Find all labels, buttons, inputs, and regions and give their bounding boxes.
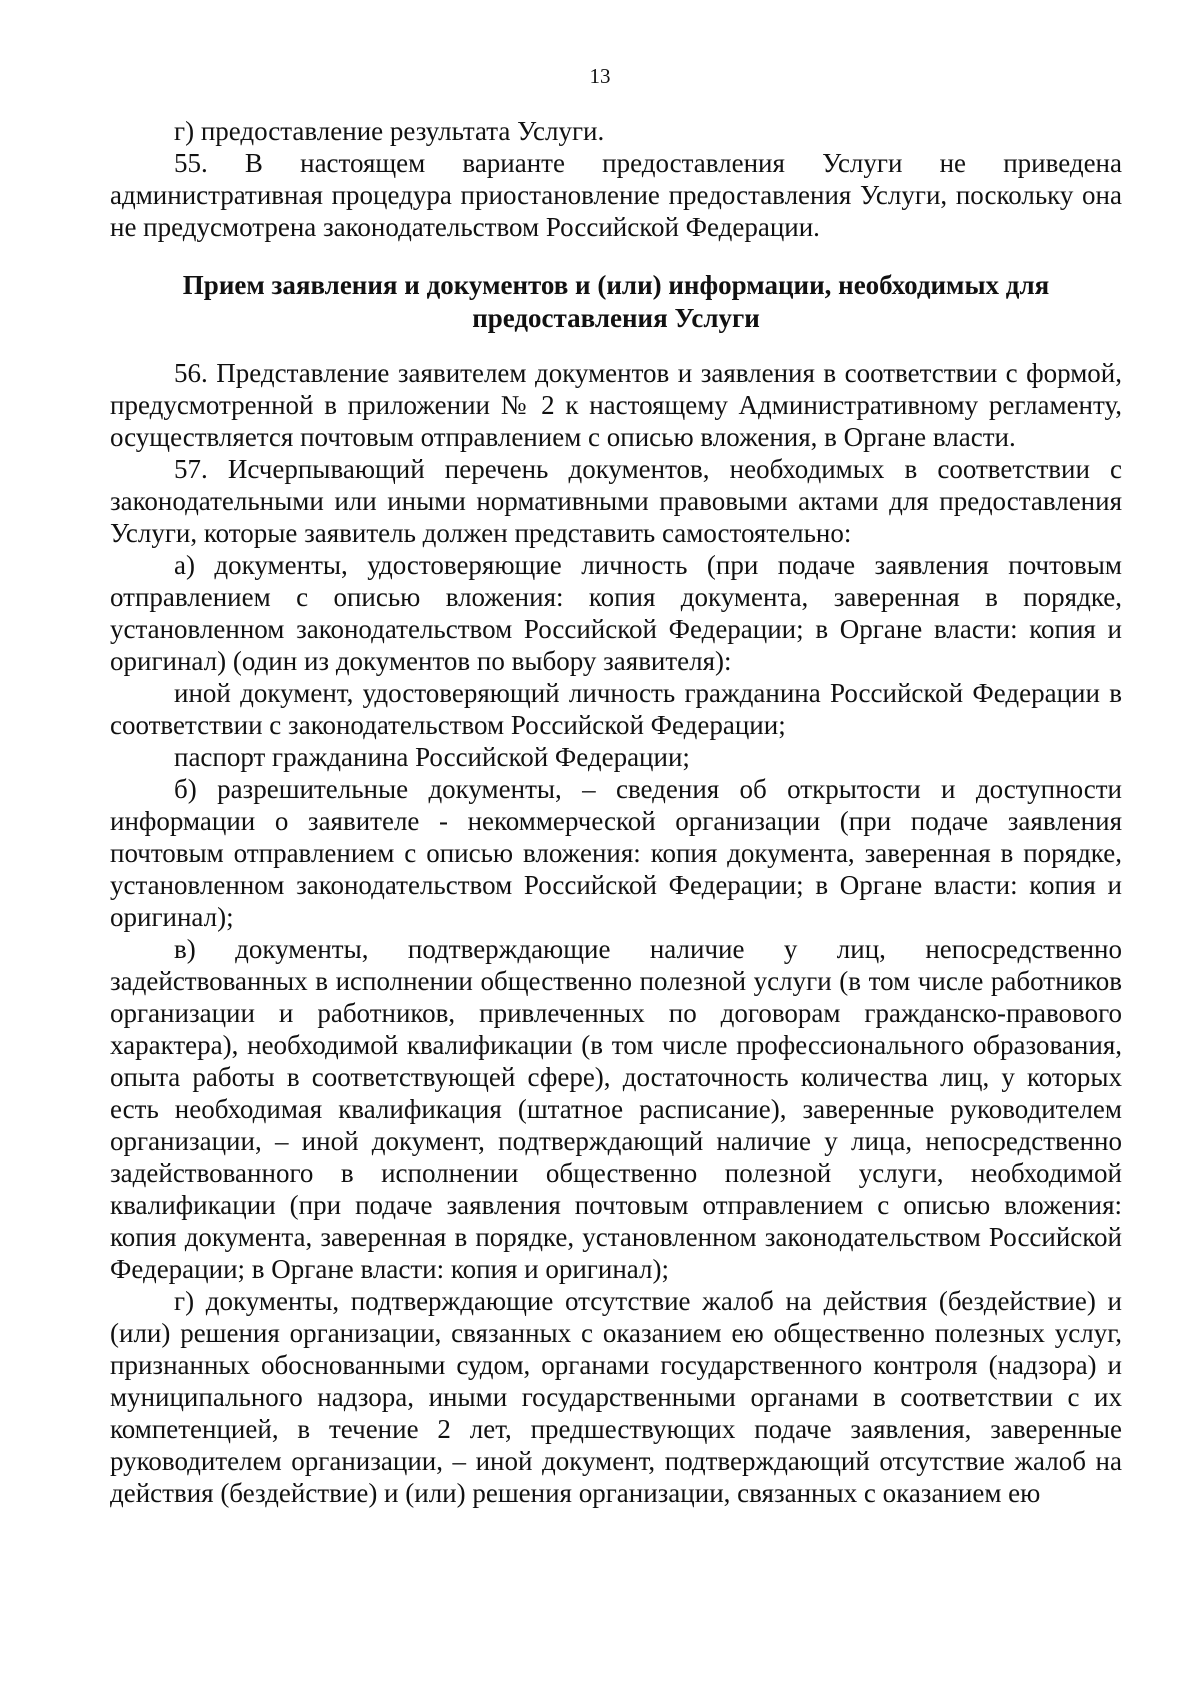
document-body	[110, 115, 1122, 1509]
paragraph-item-v: в) документы, подтверждающие наличие у лиц, непосредственно задействованных в исполнении общественно полезной услуги (в том числе работников организации и работников, привлеченных по договорам гражданско-правового характера), необходимой квалификации (в том числе профессионального образования, опыта работы в соответствующей сфере), достаточность количества лиц, у которых есть необходимая квалификация (штатное расписание), заверенные руководителем организации, – иной документ, подтверждающий наличие у лица, непосредственно задействованного в исполнении общественно полезной услуги, необходимой квалификации (при подаче заявления почтовым отправлением с описью вложения: копия документа, заверенная в порядке, установленном законодательством Российской Федерации; в Органе власти: копия и оригинал);	[110, 934, 1122, 1284]
paragraph-item-b: б) разрешительные документы, – сведения об открытости и доступности информации о заявителе - некоммерческой организации (при подаче заявления почтовым отправлением с описью вложения: копия документа, заверенная в порядке, установленном законодательством Российской Федерации; в Органе власти: копия и оригинал);	[110, 774, 1122, 932]
paragraph-item-a: а) документы, удостоверяющие личность (при подаче заявления почтовым отправлением с описью вложения: копия документа, заверенная в порядке, установленном законодательством Российской Федерации; в Органе власти: копия и оригинал) (один из документов по выбору заявителя):	[110, 550, 1122, 676]
paragraph-other-identity-document: иной документ, удостоверяющий личность гражданина Российской Федерации в соответствии с законодательством Российской Федерации;	[110, 678, 1122, 740]
page-number: 13	[589, 64, 611, 88]
paragraph-item-g: г) предоставление результата Услуги.	[174, 116, 605, 146]
paragraph-55: 55. В настоящем варианте предоставления Услуги не приведена административная процедура приостановление предоставления Услуги, поскольку она не предусмотрена законодательством Российской Федерации.	[110, 148, 1122, 242]
paragraph-56: 56. Представление заявителем документов и заявления в соответствии с формой, предусмотренной в приложении № 2 к настоящему Административному регламенту, осуществляется почтовым отправлением с описью вложения, в Органе власти.	[110, 358, 1122, 452]
paragraph-item-g-complaints: г) документы, подтверждающие отсутствие жалоб на действия (бездействие) и (или) решения организации, связанных с оказанием ею общественно полезных услуг, признанных обоснованными судом, органами государственного контроля (надзора) и муниципального надзора, иными государственными органами в соответствии с их компетенцией, в течение 2 лет, предшествующих подаче заявления, заверенные руководителем организации, – иной документ, подтверждающий отсутствие жалоб на действия (бездействие) и (или) решения организации, связанных с оказанием ею	[110, 1286, 1122, 1508]
paragraph-57: 57. Исчерпывающий перечень документов, необходимых в соответствии с законодательными или иными нормативными правовыми актами для предоставления Услуги, которые заявитель должен представить самостоятельно:	[110, 454, 1122, 548]
section-heading: Прием заявления и документов и (или) информации, необходимых для предоставления Услуги	[182, 270, 1050, 333]
paragraph-passport: паспорт гражданина Российской Федерации;	[174, 742, 690, 772]
